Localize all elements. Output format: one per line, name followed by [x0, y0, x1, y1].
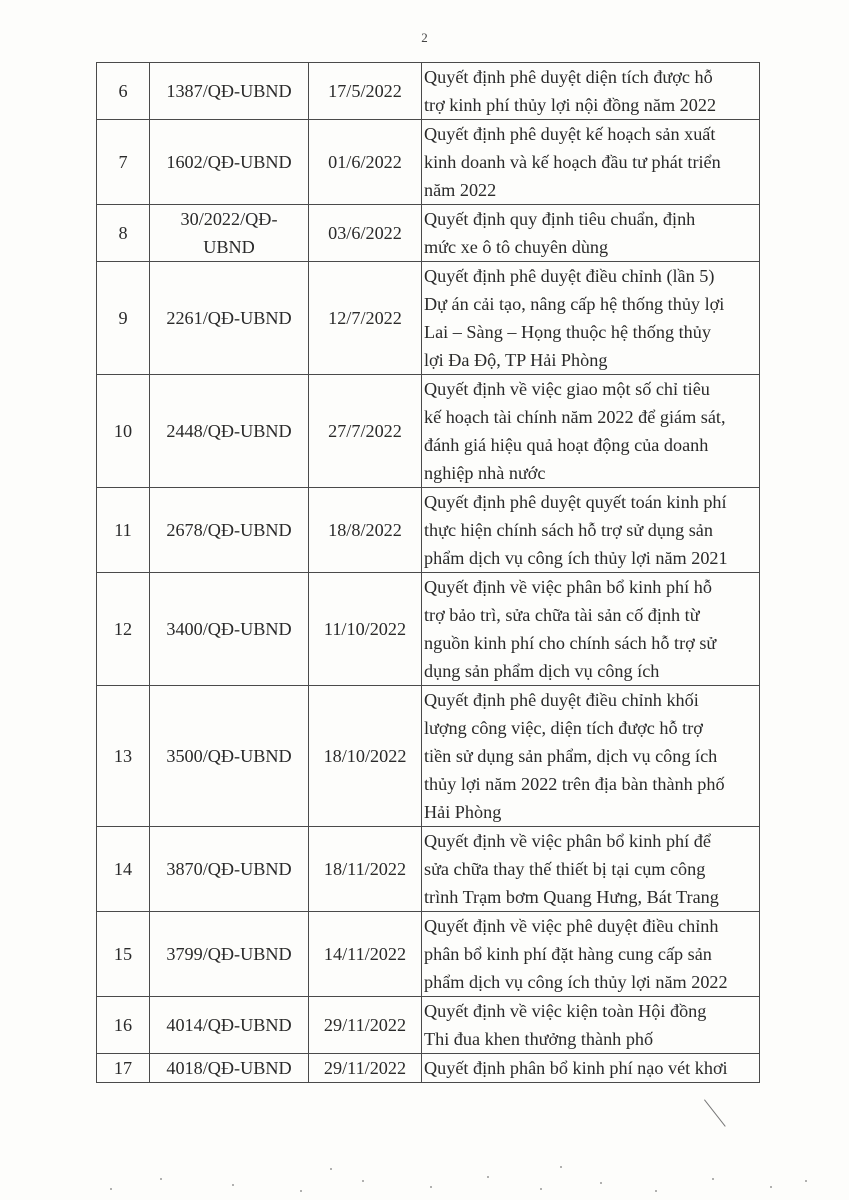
cell-line: kinh doanh và kế hoạch đầu tư phát triển [424, 152, 721, 172]
decision-date: 27/7/2022 [309, 375, 422, 488]
decision-description [422, 912, 760, 997]
decision-description [422, 686, 760, 827]
decision-description [422, 488, 760, 573]
decision-number: 4018/QĐ-UBND [150, 1054, 309, 1083]
page-number: 2 [421, 30, 428, 45]
cell-line: sửa chữa thay thế thiết bị tại cụm công [424, 859, 706, 879]
row-number: 7 [97, 120, 150, 205]
row-number: 9 [97, 262, 150, 375]
cell-line: 30/2022/QĐ- [180, 209, 278, 229]
decision-number: 1387/QĐ-UBND [150, 63, 309, 120]
cell-line: dụng sản phẩm dịch vụ công ích [424, 661, 660, 681]
cell-line: nghiệp nhà nước [424, 463, 546, 483]
cell-line: Quyết định phân bổ kinh phí nạo vét khơi [424, 1058, 728, 1078]
noise-dot [430, 1186, 432, 1188]
row-number: 12 [97, 573, 150, 686]
noise-dot [712, 1178, 714, 1180]
cell-line: thực hiện chính sách hỗ trợ sử dụng sản [424, 520, 713, 540]
decision-description [422, 63, 760, 120]
cell-line: phẩm dịch vụ công ích thủy lợi năm 2021 [424, 548, 728, 568]
decision-description [422, 997, 760, 1054]
table-row [97, 827, 760, 912]
row-number: 13 [97, 686, 150, 827]
row-number: 17 [97, 1054, 150, 1083]
row-number: 10 [97, 375, 150, 488]
cell-line: Quyết định về việc giao một số chỉ tiêu [424, 379, 710, 399]
decision-date: 17/5/2022 [309, 63, 422, 120]
row-number: 8 [97, 205, 150, 262]
cell-line: Quyết định phê duyệt điều chỉnh (lần 5) [424, 266, 715, 286]
noise-dot [770, 1186, 772, 1188]
decision-description [422, 827, 760, 912]
table-row [97, 488, 760, 573]
decision-description [422, 262, 760, 375]
decision-description [422, 573, 760, 686]
decision-date: 18/10/2022 [309, 686, 422, 827]
cell-line: năm 2022 [424, 180, 497, 200]
row-number: 14 [97, 827, 150, 912]
decision-date: 18/8/2022 [309, 488, 422, 573]
decision-description [422, 205, 760, 262]
cell-line: phân bổ kinh phí đặt hàng cung cấp sản [424, 944, 712, 964]
decision-number: 2678/QĐ-UBND [150, 488, 309, 573]
decision-date: 01/6/2022 [309, 120, 422, 205]
decision-number: 3500/QĐ-UBND [150, 686, 309, 827]
cell-line: trợ kinh phí thủy lợi nội đồng năm 2022 [424, 95, 717, 115]
noise-dot [805, 1180, 807, 1182]
table-row [97, 205, 760, 262]
decision-number: 3799/QĐ-UBND [150, 912, 309, 997]
decision-description [422, 375, 760, 488]
decision-number [150, 205, 309, 262]
noise-dot [160, 1178, 162, 1180]
cell-line: Quyết định phê duyệt diện tích được hỗ [424, 67, 713, 87]
cell-line: trợ bảo trì, sửa chữa tài sản cố định từ [424, 605, 700, 625]
decision-number: 3870/QĐ-UBND [150, 827, 309, 912]
decision-number: 4014/QĐ-UBND [150, 997, 309, 1054]
noise-dot [487, 1176, 489, 1178]
decision-number: 2448/QĐ-UBND [150, 375, 309, 488]
cell-line: phẩm dịch vụ công ích thủy lợi năm 2022 [424, 972, 728, 992]
table-row [97, 375, 760, 488]
decision-date: 29/11/2022 [309, 997, 422, 1054]
cell-line: Thi đua khen thưởng thành phố [424, 1029, 654, 1049]
noise-dot [330, 1168, 332, 1170]
cell-line: Quyết định quy định tiêu chuẩn, định [424, 209, 696, 229]
cell-line: UBND [203, 237, 255, 257]
cell-line: nguồn kinh phí cho chính sách hỗ trợ sử [424, 633, 717, 653]
cell-line: Quyết định phê duyệt điều chỉnh khối [424, 690, 699, 710]
row-number: 6 [97, 63, 150, 120]
decision-date: 29/11/2022 [309, 1054, 422, 1083]
cell-line: lợi Đa Độ, TP Hải Phòng [424, 350, 608, 370]
cell-line: Quyết định về việc phân bổ kinh phí hỗ [424, 577, 712, 597]
noise-dot [560, 1166, 562, 1168]
cell-line: thủy lợi năm 2022 trên địa bàn thành phố [424, 774, 725, 794]
decision-description [422, 1054, 760, 1083]
noise-dot [600, 1182, 602, 1184]
table-row [97, 262, 760, 375]
decision-description [422, 120, 760, 205]
cell-line: tiền sử dụng sản phẩm, dịch vụ công ích [424, 746, 718, 766]
noise-dot [362, 1180, 364, 1182]
decision-number: 3400/QĐ-UBND [150, 573, 309, 686]
row-number: 11 [97, 488, 150, 573]
table-row [97, 573, 760, 686]
cell-line: trình Trạm bơm Quang Hưng, Bát Trang [424, 887, 719, 907]
cell-line: Quyết định về việc kiện toàn Hội đồng [424, 1001, 707, 1021]
table-row [97, 997, 760, 1054]
cell-line: Quyết định phê duyệt quyết toán kinh phí [424, 492, 727, 512]
table-row [97, 686, 760, 827]
cell-line: đánh giá hiệu quả hoạt động của doanh [424, 435, 709, 455]
table-row [97, 912, 760, 997]
decision-date: 03/6/2022 [309, 205, 422, 262]
cell-line: Quyết định về việc phân bổ kinh phí để [424, 831, 711, 851]
cell-line: Hải Phòng [424, 802, 502, 822]
cell-line: lượng công việc, diện tích được hỗ trợ [424, 718, 703, 738]
noise-dot [110, 1188, 112, 1190]
cell-line: Dự án cải tạo, nâng cấp hệ thống thủy lợi [424, 294, 725, 314]
cell-line: kế hoạch tài chính năm 2022 để giám sát, [424, 407, 726, 427]
decision-date: 12/7/2022 [309, 262, 422, 375]
table-row [97, 63, 760, 120]
noise-dot [655, 1190, 657, 1192]
decision-date: 11/10/2022 [309, 573, 422, 686]
noise-dot [540, 1188, 542, 1190]
cell-line: mức xe ô tô chuyên dùng [424, 237, 609, 257]
cell-line: Quyết định về việc phê duyệt điều chỉnh [424, 916, 719, 936]
decisions-table [96, 62, 760, 1083]
row-number: 15 [97, 912, 150, 997]
cell-line: Lai – Sàng – Họng thuộc hệ thống thủy [424, 322, 711, 342]
noise-dot [300, 1190, 302, 1192]
decision-date: 18/11/2022 [309, 827, 422, 912]
table-row [97, 120, 760, 205]
decision-date: 14/11/2022 [309, 912, 422, 997]
row-number: 16 [97, 997, 150, 1054]
cell-line: Quyết định phê duyệt kế hoạch sản xuất [424, 124, 716, 144]
scan-noise [0, 1160, 849, 1200]
decision-number: 1602/QĐ-UBND [150, 120, 309, 205]
pen-mark [704, 1099, 726, 1126]
decision-number: 2261/QĐ-UBND [150, 262, 309, 375]
noise-dot [232, 1184, 234, 1186]
table-row [97, 1054, 760, 1083]
